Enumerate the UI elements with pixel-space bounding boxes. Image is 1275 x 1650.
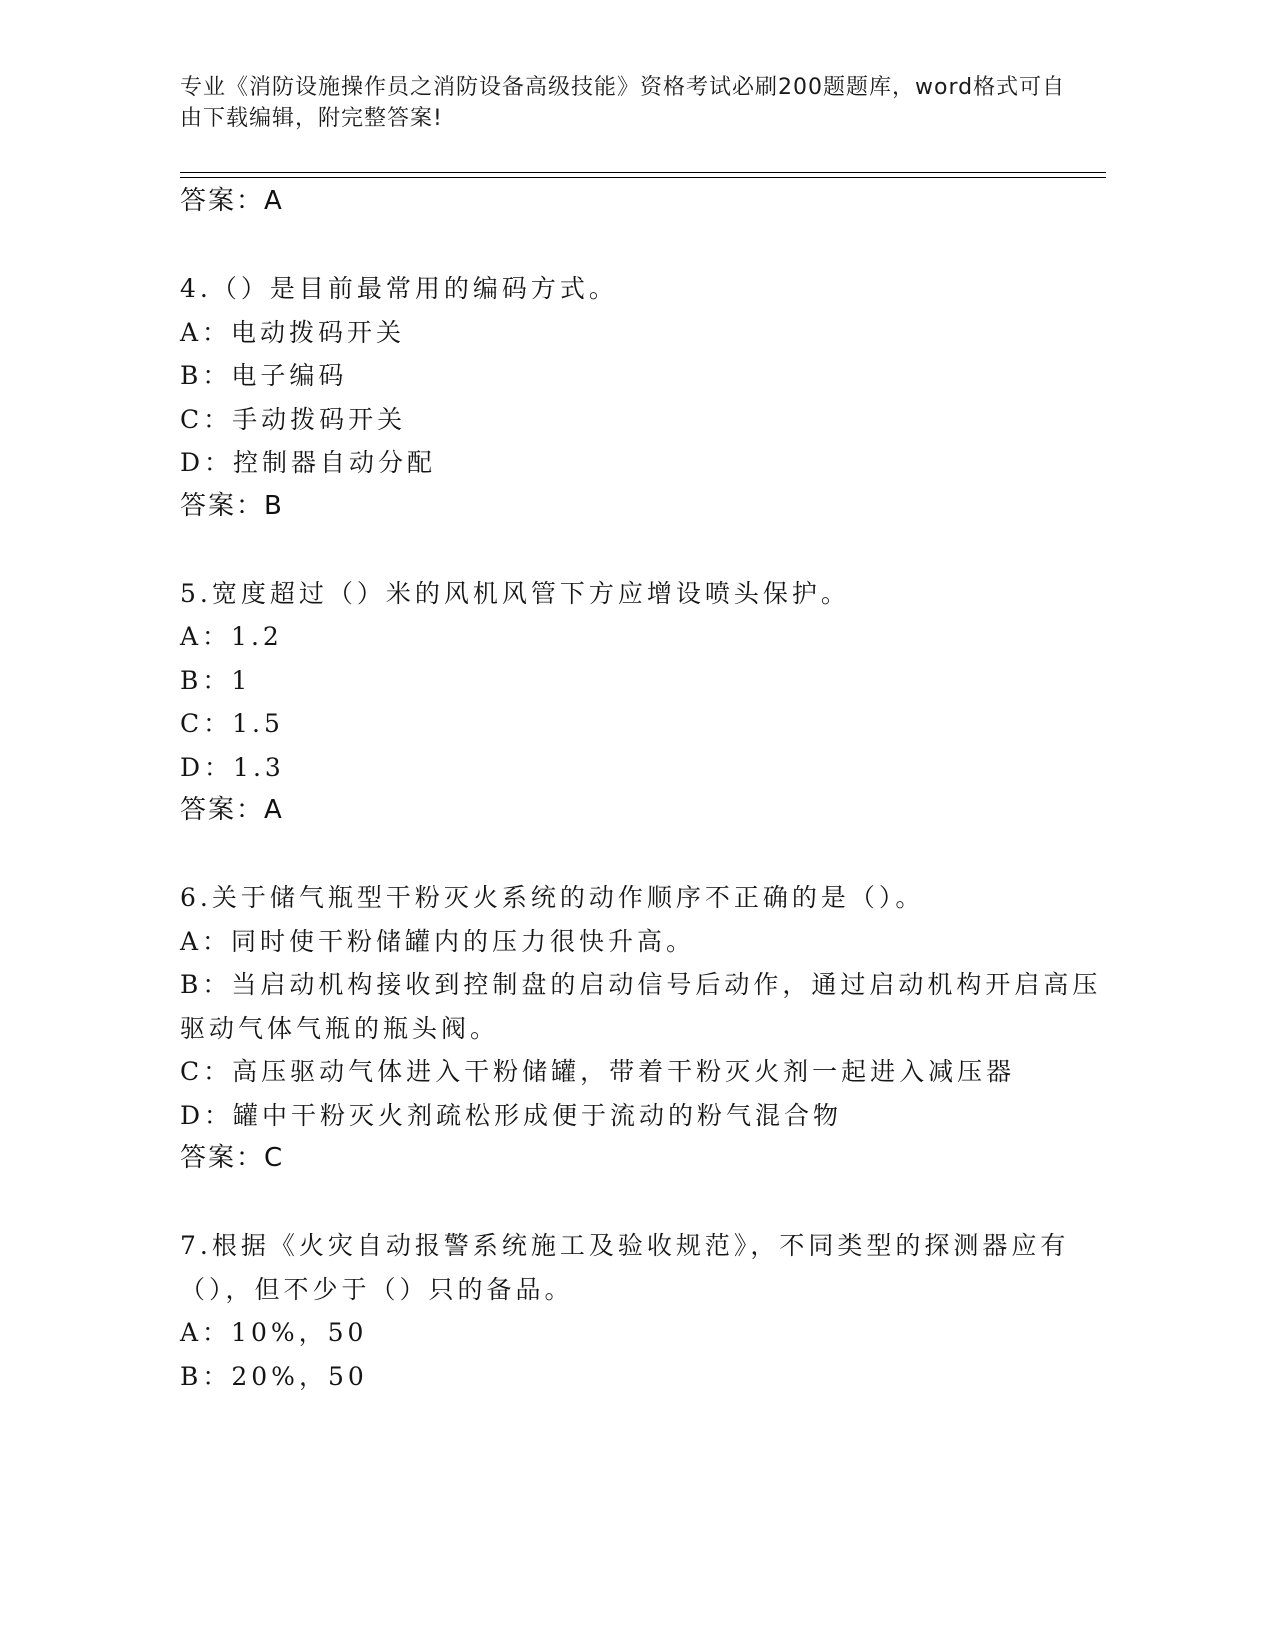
spacer	[180, 528, 1106, 572]
question-block-5	[180, 572, 1106, 833]
option-d: D：罐中干粉灭火剂疏松形成便于流动的粉气混合物	[180, 1100, 843, 1130]
option-b: B：当启动机构接收到控制盘的启动信号后动作，通过启动机构开启高压驱动气体气瓶的瓶头阀。	[180, 970, 1102, 1043]
option-a: A：同时使干粉储罐内的压力很快升高。	[180, 926, 696, 956]
option-d: D：1.3	[180, 752, 285, 782]
option-c: C：高压驱动气体进入干粉储罐，带着干粉灭火剂一起进入减压器	[180, 1057, 1016, 1086]
answer-text: 答案：A	[180, 186, 284, 216]
option-a: A：电动拨码开关	[180, 317, 406, 347]
spacer	[180, 833, 1106, 877]
question-block-4	[180, 267, 1106, 528]
answer-text: 答案：B	[180, 490, 284, 521]
spacer	[180, 224, 1106, 268]
answer-text: 答案：A	[180, 795, 284, 825]
document-body	[180, 180, 1106, 1398]
option-c: C：1.5	[180, 709, 284, 738]
option-a: A：1.2	[180, 622, 283, 651]
document-header: 专业《消防设施操作员之消防设备高级技能》资格考试必刷200题题库，word格式可自由下载编辑，附完整答案!	[180, 75, 1066, 131]
question-block-7	[180, 1224, 1106, 1398]
question-block-3	[180, 180, 1106, 224]
question-text: 7.根据《火灾自动报警系统施工及验收规范》，不同类型的探测器应有（），但不少于（）只的备品。	[180, 1231, 1070, 1304]
option-c: C：手动拨码开关	[180, 404, 407, 434]
question-text: 5.宽度超过（）米的风机风管下方应增设喷头保护。	[180, 578, 850, 608]
option-b: B：1	[180, 665, 252, 695]
spacer	[180, 1181, 1106, 1225]
header-rule-top	[180, 172, 1106, 173]
option-a: A：10%，50	[180, 1318, 368, 1347]
header-rule-bottom	[180, 177, 1106, 178]
answer-text: 答案：C	[180, 1143, 285, 1173]
option-b: B：20%，50	[180, 1361, 368, 1391]
option-d: D：控制器自动分配	[180, 448, 437, 477]
option-b: B：电子编码	[180, 361, 348, 390]
question-text: 6.关于储气瓶型干粉灭火系统的动作顺序不正确的是（）。	[180, 883, 925, 912]
question-text: 4.（）是目前最常用的编码方式。	[180, 274, 618, 303]
question-block-6	[180, 876, 1106, 1181]
